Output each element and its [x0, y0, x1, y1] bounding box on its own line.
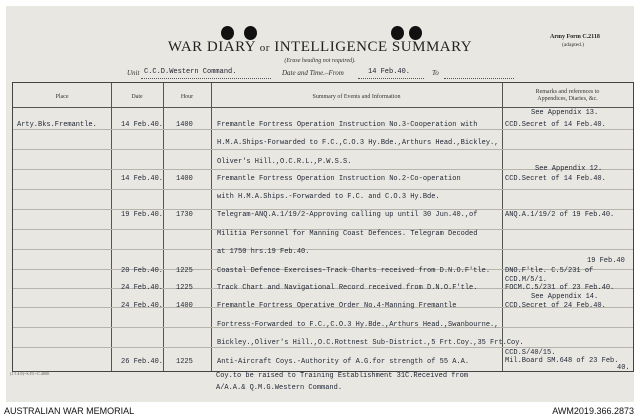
remarks-line: 40.: [617, 364, 630, 372]
remarks-line: CCD.Secret of 24 Feb.40.: [505, 302, 606, 310]
punch-hole: [409, 26, 422, 40]
from-underline: [358, 78, 424, 79]
archive-caption-right: AWM2019.366.2873: [552, 406, 634, 416]
remarks-line: See Appendix 14.: [531, 293, 599, 301]
remarks-line: CCD.M/5/1.: [505, 276, 548, 284]
remarks-header-line-1: Remarks and references to: [535, 89, 600, 95]
header-divider: [13, 107, 633, 108]
summary-line: with H.M.A.Ships.-Forwarded to F.C. and C.O.3 Hy.Bde.: [217, 193, 440, 201]
form-adapted-note: (adapted.): [562, 42, 585, 48]
hour-cell: 1225: [176, 267, 193, 275]
unit-value: C.C.D.Western Command.: [144, 68, 237, 76]
summary-line: Anti-Aircraft Coys.-Authority of A.G.for strength of 55 A.A.: [217, 358, 470, 366]
unit-label: Unit: [127, 69, 140, 77]
title-intelligence-summary: INTELLIGENCE SUMMARY: [274, 39, 473, 55]
document-title: [6, 39, 634, 56]
punch-hole: [221, 26, 234, 40]
ruled-line: [13, 189, 633, 190]
hour-cell: 1225: [176, 358, 193, 366]
column-header-hour: Hour: [180, 94, 194, 100]
summary-line: Fremantle Fortress Operation Instruction No.3-Cooperation with: [217, 121, 478, 129]
remarks-line: ANQ.A.1/19/2 of 19 Feb.40.: [505, 211, 615, 219]
hour-cell: 1400: [176, 302, 193, 310]
remarks-line: CCD.Secret of 14 Feb.40.: [505, 175, 606, 183]
remarks-line: 19 Feb.40: [587, 257, 625, 265]
date-cell: 20 Feb.40.: [121, 267, 164, 275]
ruled-line: [13, 209, 633, 210]
remarks-line: See Appendix 12.: [535, 165, 603, 173]
ruled-line: [13, 347, 633, 348]
column-header-date: Date: [131, 94, 143, 100]
hour-cell: 1225: [176, 284, 193, 292]
summary-line: A/A.A.& Q.M.G.Western Command.: [216, 384, 343, 392]
punch-hole: [244, 26, 257, 40]
hour-cell: 1730: [176, 211, 193, 219]
column-header-summary: Summary of Events and Information: [312, 94, 401, 100]
remarks-line: CCD.S/40/15.: [505, 349, 556, 357]
summary-line: H.M.A.Ships-Forwarded to F.C.,C.O.3 Hy.Bde.,Arthurs Head.,Bickley.,: [217, 139, 499, 147]
document-subtitle: (Erase heading not required).: [284, 58, 356, 64]
punch-hole: [391, 26, 404, 40]
summary-line: Telegram-ANQ.A.1/19/2-Approving calling up until 30 Jun.40.,of: [217, 211, 478, 219]
column-header-remarks: [502, 89, 633, 103]
remarks-line: CCD.Secret of 14 Feb.40.: [505, 121, 606, 129]
date-cell: 24 Feb.40.: [121, 302, 164, 310]
summary-line: Fremantle Fortress Operation Instruction No.2-Co-operation: [217, 175, 461, 183]
datetime-label: Date and Time.–From: [282, 69, 344, 77]
remarks-line: FOCM.C.5/231 of 23 Feb.40.: [505, 284, 615, 292]
summary-line: Fremantle Fortress Operative Order No.4-Manning Fremantle: [217, 302, 457, 310]
summary-line: Track Chart and Navigational Record received from D.N.O.F'tle.: [217, 284, 478, 292]
remarks-line: DNO.F'tle. C.5/231 of: [505, 267, 594, 275]
ruled-line: [13, 149, 633, 150]
ruled-line: [13, 249, 633, 250]
summary-line: Bickley.,Oliver's Hill.,O.C.Rottnest Sub-District.,5 Frt.Coy.,35 Frt.Coy.: [217, 339, 524, 347]
to-underline: [444, 78, 514, 79]
summary-line: Oliver's Hill.,O.C.R.L.,P.W.S.S.: [217, 158, 352, 166]
date-cell: 19 Feb.40.: [121, 211, 164, 219]
summary-line: Coastal Defence Exercises-Track Charts received from D.N.O.F'tle.: [217, 267, 491, 275]
date-cell: 14 Feb.40.: [121, 121, 164, 129]
summary-line: Fortress-Forwarded to F.C.,C.O.3 Hy.Bde.,Arthurs Head.,Swanbourne.,: [217, 321, 499, 329]
date-cell: 26 Feb.40.: [121, 358, 164, 366]
title-war-diary: WAR DIARY: [167, 39, 256, 55]
remarks-line: Mil.Board SM.648 of 23 Feb.: [505, 357, 619, 365]
unit-underline: [141, 78, 271, 79]
summary-line: Militia Personnel for Manning Coast Defences. Telegram Decoded: [217, 230, 478, 238]
hour-cell: 1400: [176, 175, 193, 183]
archive-caption-left: AUSTRALIAN WAR MEMORIAL: [4, 406, 135, 416]
hour-cell: 1400: [176, 121, 193, 129]
from-value: 14 Feb.40.: [368, 68, 411, 76]
date-cell: 14 Feb.40.: [121, 175, 164, 183]
summary-line: at 1750 hrs.19 Feb.40.: [217, 248, 310, 256]
column-header-place: Place: [55, 94, 69, 100]
printer-imprint: (1 5 4 0)--S.19.--C.4000.: [10, 371, 50, 376]
ruled-line: [13, 129, 633, 130]
to-label: To: [432, 69, 439, 77]
diary-table: [12, 82, 634, 372]
war-diary-page: [6, 6, 634, 402]
place-cell: Arty.Bks.Fremantle.: [17, 121, 97, 129]
remarks-header-line-2: Appendices, Diaries, &c.: [537, 96, 598, 102]
remarks-line: See Appendix 13.: [531, 109, 599, 117]
title-or: or: [259, 42, 270, 54]
summary-line: Coy.to be raised to Training Establishment 31C.Received from: [216, 372, 469, 380]
date-cell: 24 Feb.40.: [121, 284, 164, 292]
form-number: Army Form C.2118: [550, 34, 600, 40]
